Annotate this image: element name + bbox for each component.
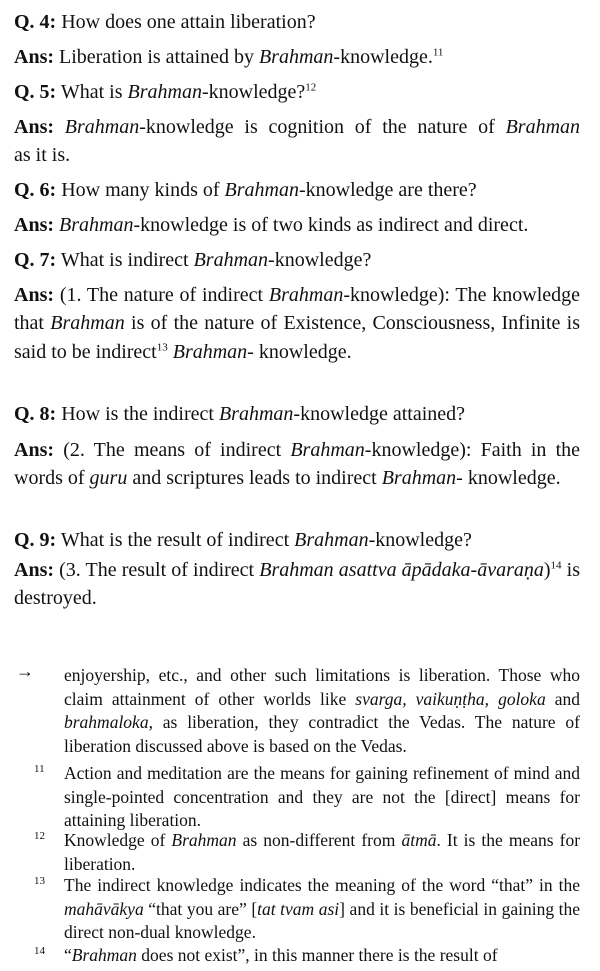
answer-9: Ans: (3. The result of indirect Brahman asattva āpādaka-āvaraṇa)$^{14}$ is destroyed. xyxy=(14,559,580,610)
answer-4: Ans: Liberation is attained by Brahman-knowledge.$^{11}$ xyxy=(14,46,444,68)
footnote-11: Action and meditation are the means for gaining refinement of mind and single-pointed concentration and they are not the [direct] means for attaining liberation. xyxy=(64,763,580,830)
answer-7: Ans: (1. The nature of indirect Brahman-knowledge): The knowledge that Brahman is of the nature of Existence, Consciousness, Infinite is said to be indirect$^{13}$ Brahman- knowledge. xyxy=(14,284,581,363)
answer-6: Ans: Brahman-knowledge is of two kinds as indirect and direct. xyxy=(14,214,529,236)
question-7: Q. 7: What is indirect Brahman-knowledge? xyxy=(14,249,372,271)
answer-8: Ans: (2. The means of indirect Brahman-knowledge): Faith in the words of guru and scriptures leads to indirect Brahman- knowledge. xyxy=(14,439,581,490)
footnote-13: The indirect knowledge indicates the meaning of the word “that” in the mahāvākya “that you are” [tat tvam asi] and it is beneficial in gaining the direct non-dual knowledge. xyxy=(64,875,580,942)
question-4: Q. 4: How does one attain liberation? xyxy=(14,11,316,33)
footnote-number-11: 11 xyxy=(34,763,45,775)
continuation-arrow-icon: → xyxy=(16,661,34,681)
answer-5-line-1: Ans: Brahman-knowledge is cognition of the nature of Brahman xyxy=(14,116,581,138)
footnote-ref-14: 14 xyxy=(550,559,562,572)
footnote-ref-12: 12 xyxy=(305,81,317,94)
question-6: Q. 6: How many kinds of Brahman-knowledge are there? xyxy=(14,179,477,201)
footnote-number-13: 13 xyxy=(34,875,45,887)
answer-5-line-2: as it is. xyxy=(14,144,71,166)
question-5: Q. 5: What is Brahman-knowledge?$^{12}$ xyxy=(14,81,317,103)
footnote-number-14: 14 xyxy=(34,945,45,957)
footnote-ref-11: 11 xyxy=(432,46,444,59)
footnote-ref-13: 13 xyxy=(156,340,168,353)
footnote-continued: enjoyership, etc., and other such limitations is liberation. Those who claim attainment of other worlds like svarga, vaikuṇṭha, goloka and brahmaloka, as liberation, they contradict the Vedas. The nature of liberation discussed above is based on the Vedas. xyxy=(64,665,581,756)
question-8: Q. 8: How is the indirect Brahman-knowledge attained? xyxy=(14,403,466,425)
footnote-14: “Brahman does not exist”, in this manner there is the result of xyxy=(64,945,498,965)
footnote-number-12: 12 xyxy=(34,830,45,842)
footnote-12: Knowledge of Brahman as non-different from ātmā. It is the means for liberation. xyxy=(64,830,581,874)
question-9: Q. 9: What is the result of indirect Brahman-knowledge? xyxy=(14,529,472,551)
